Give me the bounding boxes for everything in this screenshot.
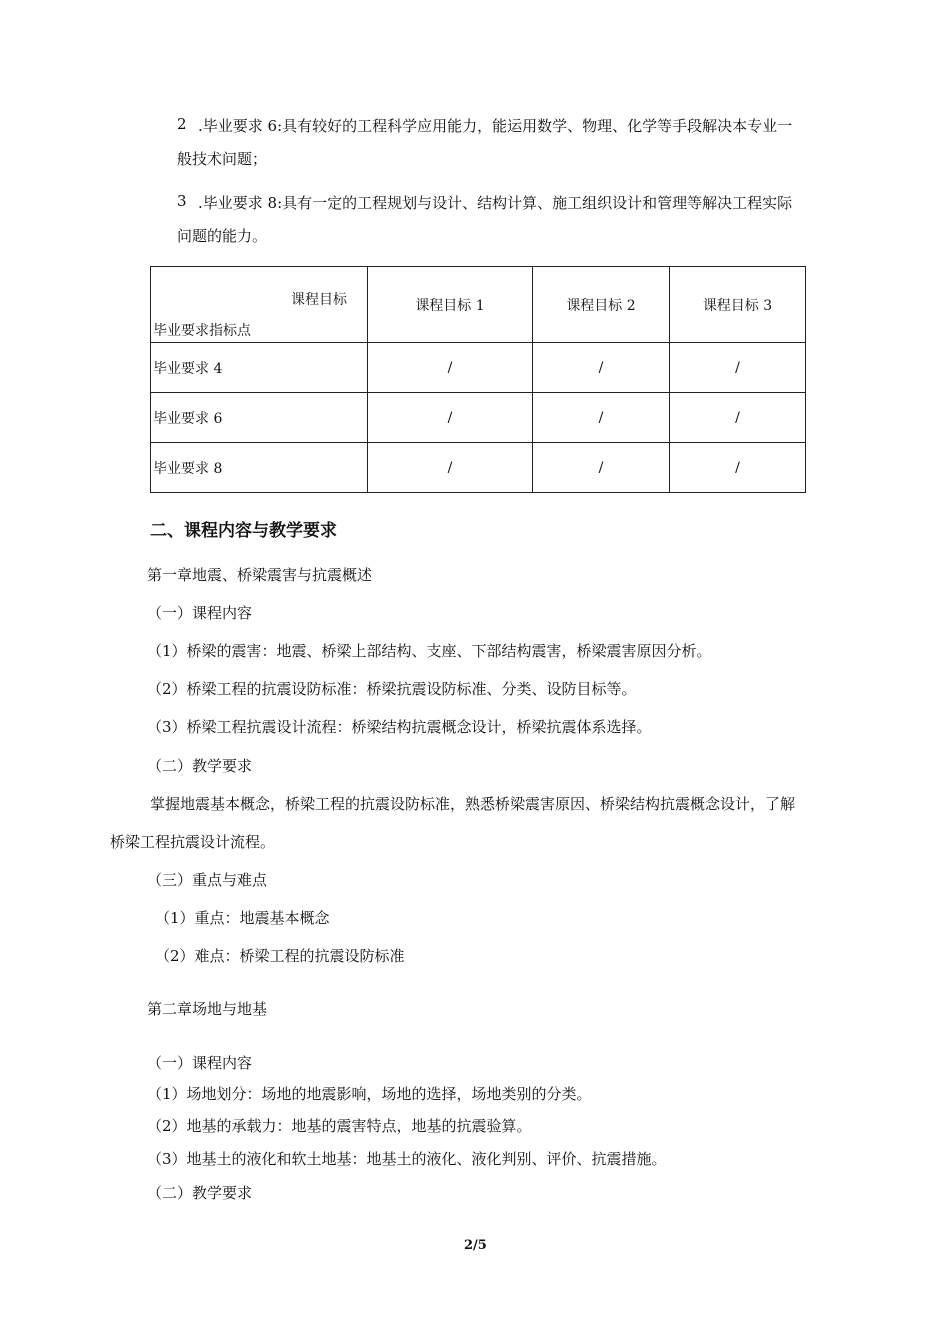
requirement-text-continued: 问题的能力。	[177, 227, 268, 245]
content-item: （1）场地划分：场地的地震影响，场地的选择，场地类别的分类。	[147, 1085, 592, 1103]
row-header: 毕业要求 6	[151, 393, 368, 443]
row-header: 毕业要求 8	[151, 443, 368, 493]
table-cell: /	[368, 443, 533, 493]
subsection-heading: （二）教学要求	[147, 1184, 253, 1202]
content-item: （2）地基的承载力：地基的震害特点，地基的抗震验算。	[147, 1117, 532, 1135]
requirement-text: .毕业要求 8:具有一定的工程规划与设计、结构计算、施工组织设计和管理等解决工程实际	[198, 194, 793, 212]
objectives-mapping-table	[150, 266, 806, 493]
subsection-heading: （一）课程内容	[147, 1054, 253, 1072]
column-header: 课程目标 3	[670, 267, 806, 343]
table-cell: /	[533, 393, 670, 443]
table-cell: /	[670, 343, 806, 393]
table-cell: /	[670, 393, 806, 443]
table-cell: /	[533, 443, 670, 493]
teaching-paragraph-continued: 桥梁工程抗震设计流程。	[110, 833, 276, 851]
column-header: 课程目标 2	[533, 267, 670, 343]
requirement-text-continued: 般技术问题；	[177, 150, 268, 168]
table-row	[151, 443, 806, 493]
table-row	[151, 393, 806, 443]
section-heading: 二、课程内容与教学要求	[150, 521, 337, 541]
subsection-heading: （一）课程内容	[147, 604, 253, 622]
column-header: 课程目标 1	[368, 267, 533, 343]
requirement-number: 2	[177, 115, 187, 133]
content-item: （3）桥梁工程抗震设计流程：桥梁结构抗震概念设计，桥梁抗震体系选择。	[147, 718, 652, 736]
table-row	[151, 343, 806, 393]
chapter-title: 第二章场地与地基	[147, 1000, 268, 1018]
key-point-item: （1）重点：地震基本概念	[155, 909, 330, 927]
content-item: （3）地基土的液化和软土地基：地基土的液化、液化判别、评价、抗震措施。	[147, 1150, 667, 1168]
content-item: （2）桥梁工程的抗震设防标准：桥梁抗震设防标准、分类、设防目标等。	[147, 680, 637, 698]
page-number: 2/5	[464, 1238, 487, 1253]
key-point-item: （2）难点：桥梁工程的抗震设防标准	[155, 947, 405, 965]
subsection-heading: （二）教学要求	[147, 757, 253, 775]
corner-label-requirement: 毕业要求指标点	[153, 323, 251, 339]
table-cell: /	[368, 343, 533, 393]
table-corner-cell	[151, 267, 368, 343]
row-header: 毕业要求 4	[151, 343, 368, 393]
table-cell: /	[368, 393, 533, 443]
subsection-heading: （三）重点与难点	[147, 871, 268, 889]
table-cell: /	[533, 343, 670, 393]
table-header-row	[151, 267, 806, 343]
table-cell: /	[670, 443, 806, 493]
requirement-text: .毕业要求 6:具有较好的工程科学应用能力，能运用数学、物理、化学等手段解决本专业一	[198, 117, 793, 135]
requirement-number: 3	[177, 192, 187, 210]
chapter-title: 第一章地震、桥梁震害与抗震概述	[147, 566, 373, 584]
content-item: （1）桥梁的震害：地震、桥梁上部结构、支座、下部结构震害，桥梁震害原因分析。	[147, 642, 712, 660]
teaching-paragraph: 掌握地震基本概念，桥梁工程的抗震设防标准，熟悉桥梁震害原因、桥梁结构抗震概念设计，了解	[150, 795, 796, 813]
corner-label-objective: 课程目标	[291, 292, 347, 308]
